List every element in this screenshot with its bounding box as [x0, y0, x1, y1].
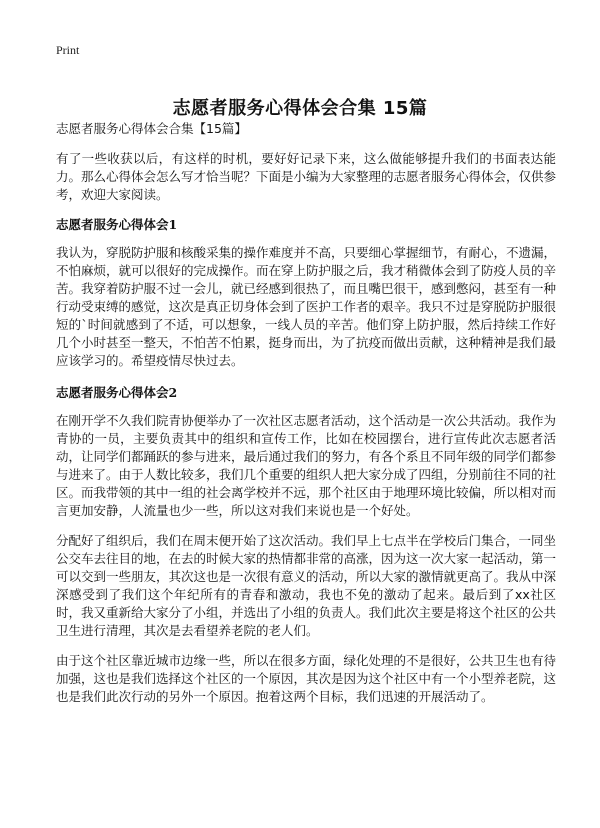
section-2-paragraph-2: 分配好了组织后，我们在周末便开始了这次活动。我们早上七点半在学校后门集合，一同坐公交车去往目的地，在去的时候大家的热情都非常的高涨，因为这一次大家一起活动，第一可以交到一些朋友，其次这也是一次很有意义的活动，所以大家的激情就更高了。我从中深深感受到了我们这个年纪所有的青春和激动，我也不免的激动了起来。最后到了xx社区时，我又重新给大家分了小组，并选出了小组的负责人。我们此次主要是将这个社区的公共卫生进行清理，其次是去看望养老院的老人们。	[56, 533, 557, 638]
section-2-paragraph-1: 在刚开学不久我们院青协便举办了一次社区志愿者活动，这个活动是一次公共活动。我作为青协的一员，主要负责其中的组织和宣传工作，比如在校园摆台，进行宣传此次志愿者活动，让同学们都踊跃的参与进来，最后通过我们的努力，有各个系且不同年级的同学们都参与进来了。由于人数比较多，我们几个重要的组织人把大家分成了四组，分别前往不同的社区。而我带领的其中一组的社会离学校并不远，那个社区由于地理环境比较偏，所以相对而言更加安静，人流量也少一些，所以这对我们来说也是一个好处。	[56, 413, 557, 518]
intro-paragraph: 有了一些收获以后，有这样的时机，要好好记录下来，这么做能够提升我们的书面表达能力。那么心得体会怎么写才恰当呢？下面是小编为大家整理的志愿者服务心得体会，仅供参考，欢迎大家阅读。	[56, 151, 557, 202]
document-subtitle: 志愿者服务心得体会合集【15篇】	[56, 121, 247, 136]
document-title: 志愿者服务心得体会合集 15篇	[172, 98, 428, 120]
section-heading-2: 志愿者服务心得体会2	[56, 385, 178, 400]
print-link[interactable]: Print	[56, 43, 80, 57]
section-2-paragraph-3: 由于这个社区靠近城市边缘一些，所以在很多方面，绿化处理的不是很好，公共卫生也有待加强，这也是我们选择这个社区的一个原因，其次是因为这个社区中有一个小型养老院，这也是我们此次行动的另外一个原因。抱着这两个目标，我们迅速的开展活动了。	[56, 653, 557, 704]
document-body	[56, 120, 556, 718]
section-heading-1: 志愿者服务心得体会1	[56, 217, 178, 232]
section-1-paragraph-1: 我认为，穿脱防护服和核酸采集的操作难度并不高，只要细心掌握细节，有耐心，不遗漏，不怕麻烦，就可以很好的完成操作。而在穿上防护服之后，我才稍微体会到了防疫人员的辛苦。我穿着防护服不过一会儿，就已经感到很热了，而且嘴巴很干，感到憋闷，甚至有一种行动受束缚的感觉，这次是真正切身体会到了医护工作者的艰辛。我只不过是穿脱防护服很短的`时间就感到了不适，可以想象，一线人员的辛苦。他们穿上防护服，然后持续工作好几个小时甚至一整天，不怕苦不怕累，挺身而出，为了抗疫而做出贡献，这种精神是我们最应该学习的。希望疫情尽快过去。	[56, 245, 557, 368]
